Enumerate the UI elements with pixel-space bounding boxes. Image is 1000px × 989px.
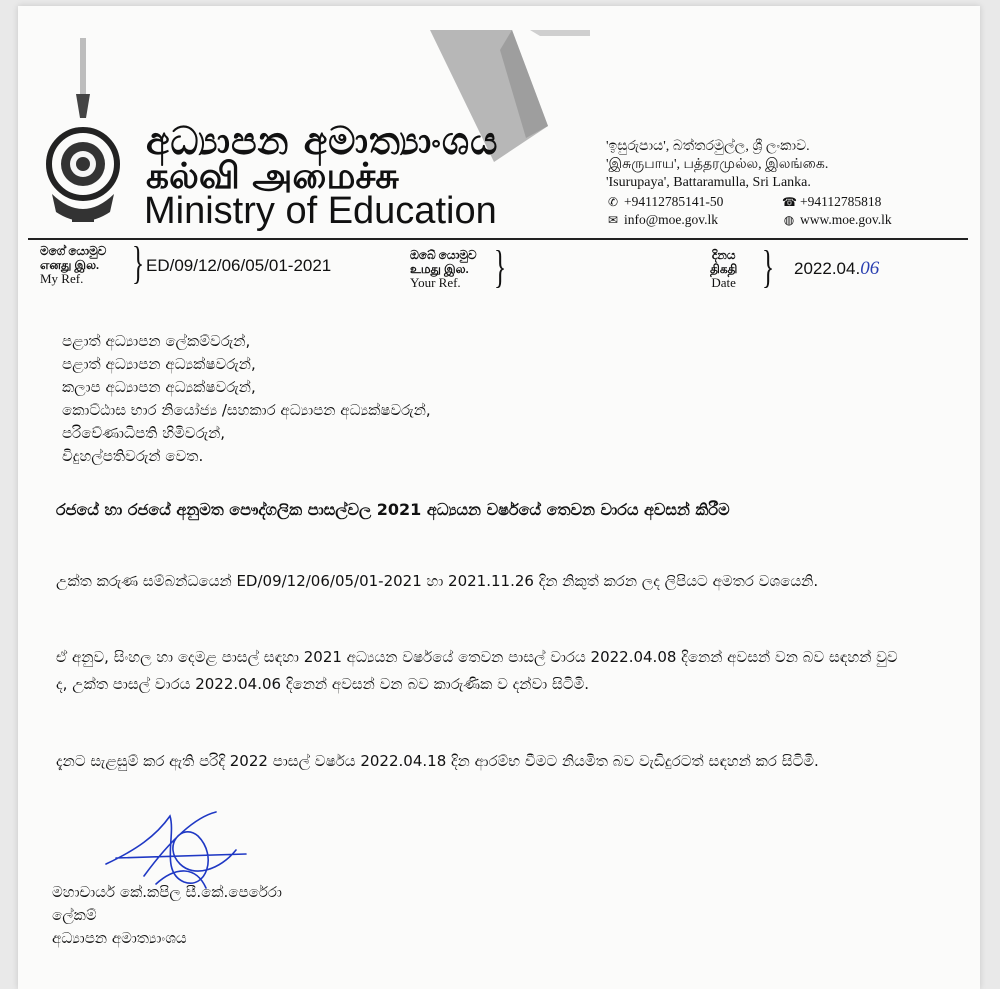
addressee-line: විදුහල්පතිවරුන් වෙත. [62,447,204,465]
body-paragraph-1: උක්ත කරුණ සම්බන්ධයෙන් ED/09/12/06/05/01-2021 හා 2021.11.26 දින නිකුත් කරන ලද ලිපියට අමතර වශයෙනි. [56,572,819,590]
phone-icon: ✆ [607,195,619,209]
handwritten-day: 06 [860,258,880,279]
my-ref-brace: } [132,237,145,288]
address-sinhala: 'ඉසුරුපාය', බත්තරමුල්ල, ශ්‍රී ලංකාව. [606,139,810,154]
address-english: 'Isurupaya', Battaramulla, Sri Lanka. [606,175,811,190]
your-ref-label: ඔබේ යොමුව உமது இல. Your Ref. [410,248,477,290]
date-value: 2022.04.06 [794,258,880,279]
signatory-name: මහාචාර්ය කේ.කපිල සී.කේ.පෙරේරා [52,883,282,901]
date-brace: } [762,241,775,292]
phone-number: +94112785141-50 [624,194,724,209]
body-paragraph-2: ඒ අනුව, සිංහල හා දෙමළ පාසල් සඳහා 2021 අධ්‍යයන වර්ෂයේ තෙවන පාසල් වාරය 2022.04.08 දිනෙන් අවසන් වන බව සඳහන් වුව ද, උක්ත පාසල් වාරය 2022.04.06 දිනෙන් අවසන් වන බව කාරුණික ව දන්වා සිටිමි. [56,648,898,693]
ministry-title-english: Ministry of Education [144,190,497,232]
body-paragraph-3: දැනට සැළසුම් කර ඇති පරිදි 2022 පාසල් වර්ෂය 2022.04.18 දින ආරම්භ වීමට නියමිත බව වැඩිදුරටත් සඳහන් කර සිටිමි. [56,752,819,770]
address-tamil: 'இசுருபாய', பத்தரமுல்ல, இலங்கை. [606,157,829,172]
addressee-line: පරිවේණාධිපති හිමිවරුන්, [62,424,226,442]
addressee-line: පළාත් අධ්‍යාපන ලේකම්වරුන්, [62,332,251,350]
date-label: දිනය திகதி Date [710,248,738,290]
addressee-line: කලාප අධ්‍යාපන අධ්‍යක්ෂවරුන්, [62,378,256,396]
email-address: info@moe.gov.lk [624,212,719,227]
fax-number: +94112785818 [800,194,882,209]
contact-details [606,193,892,229]
your-ref-brace: } [494,241,507,292]
globe-icon: ◍ [783,213,795,227]
sri-lanka-emblem-icon [40,34,130,234]
signatory-office: අධ්‍යාපන අමාත්‍යාංශය [52,929,187,947]
ministry-title-sinhala: අධ්‍යාපන අමාත්‍යාංශය [146,119,499,163]
letter-subject: රජයේ හා රජයේ අනුමත පෞද්ගලික පාසල්වල 2021 අධ්‍යයන වර්ෂයේ තෙවන වාරය අවසන් කිරීම [56,500,730,519]
fax-icon: ☎ [782,195,797,209]
letter-page [18,6,980,989]
my-ref-label: මගේ යොමුව எனது இல. My Ref. [40,244,107,286]
website-address: www.moe.gov.lk [800,212,892,227]
signatory-block [52,881,282,950]
addressee-list [62,330,431,468]
letterhead-divider [28,238,968,240]
addressee-line: පළාත් අධ්‍යාපන අධ්‍යක්ෂවරුන්, [62,355,256,373]
ministry-address [606,138,828,192]
signatory-title: ලේකම් [52,906,97,924]
addressee-line: කොට්ඨාස භාර නියෝජ්‍ය /සහකාර අධ්‍යාපන අධ්‍යක්ෂවරුන්, [62,401,431,419]
ministry-title-tamil: கல்வி அமைச்சு [146,156,399,197]
my-ref-value: ED/09/12/06/05/01-2021 [146,256,332,275]
email-icon: ✉ [607,213,619,227]
